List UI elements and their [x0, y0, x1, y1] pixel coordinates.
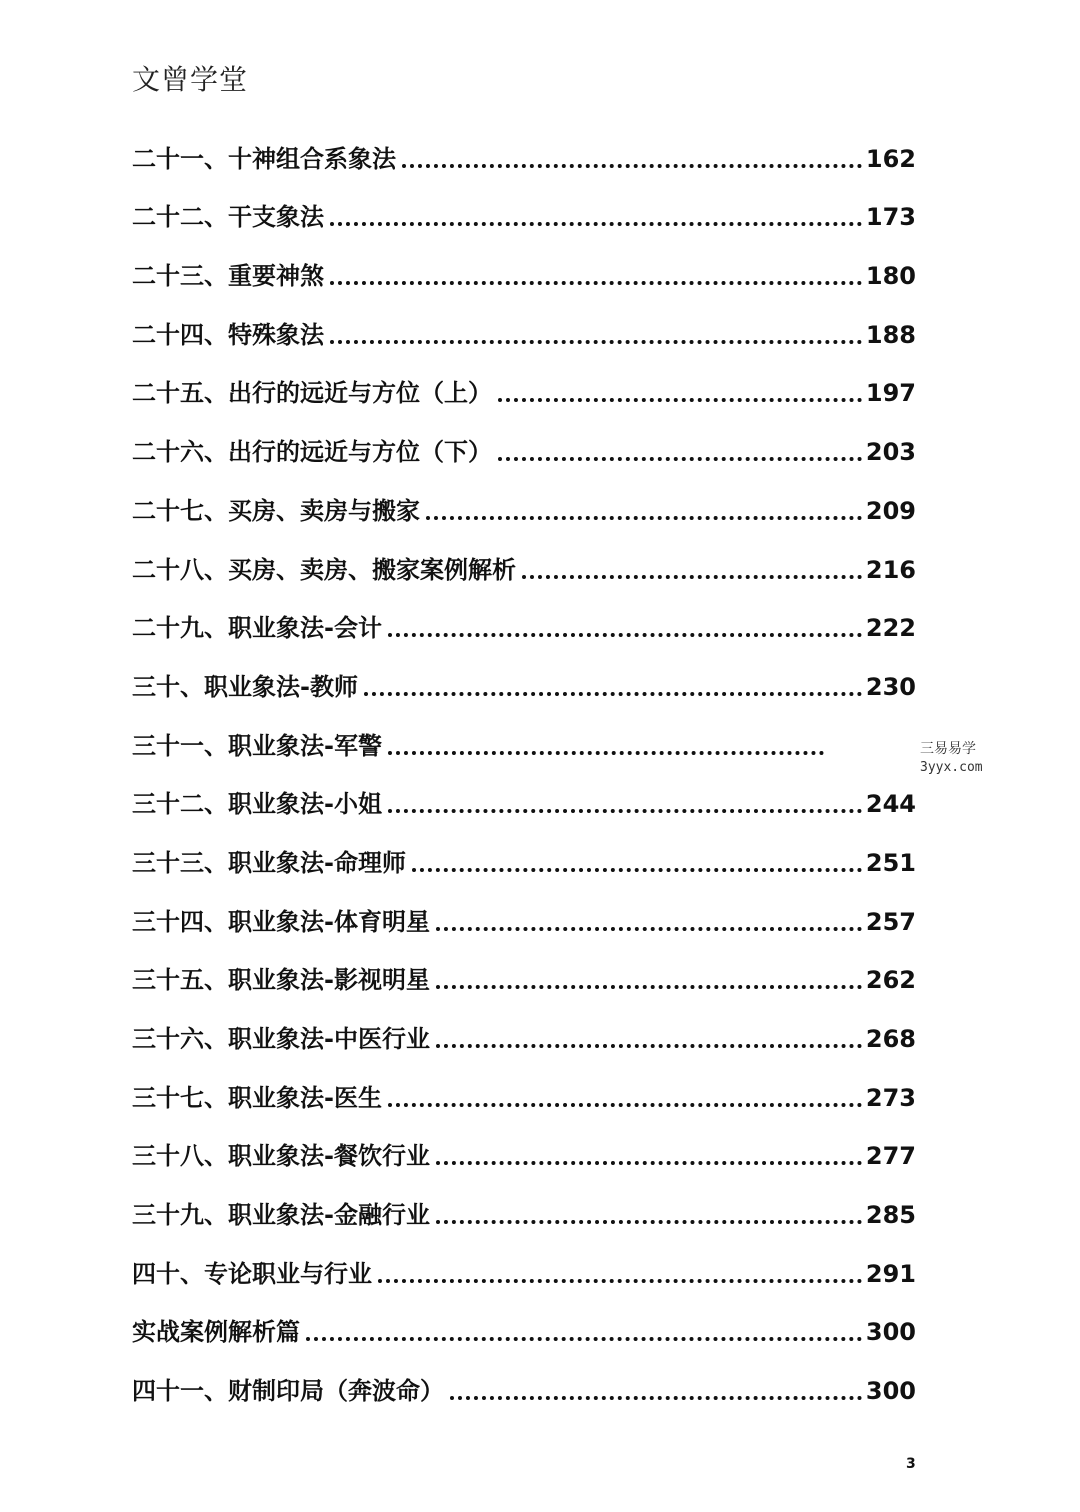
toc-entry-page: 300: [865, 1377, 916, 1406]
toc-entry[interactable]: [132, 1242, 916, 1301]
toc-entry[interactable]: [132, 714, 916, 773]
toc-entry[interactable]: [132, 1359, 916, 1418]
toc-entry-page: 230: [865, 672, 916, 701]
toc-entry-title: 二十八、买房、卖房、搬家案例解析: [132, 555, 516, 584]
toc-entry-title: 三十一、职业象法-军警: [132, 731, 382, 760]
toc-entry-page: 216: [865, 555, 916, 584]
toc-entry-title: 四十一、财制印局（奔波命）: [132, 1377, 444, 1406]
toc-entry[interactable]: [132, 597, 916, 656]
toc-entry[interactable]: [132, 890, 916, 949]
toc-entry-page: 180: [865, 262, 916, 291]
toc-leader-dots: [330, 281, 862, 285]
toc-entry[interactable]: [132, 362, 916, 421]
toc-entry[interactable]: [132, 1125, 916, 1184]
toc-leader-dots: [450, 1396, 862, 1400]
toc-entry-title: 四十、专论职业与行业: [132, 1259, 372, 1288]
toc-leader-dots: [436, 1161, 862, 1165]
toc-leader-dots: [388, 809, 862, 813]
toc-entry-title: 二十三、重要神煞: [132, 262, 324, 291]
toc-leader-dots: [388, 633, 862, 637]
toc-entry-title: 二十六、出行的远近与方位（下）: [132, 438, 492, 467]
toc-entry[interactable]: [132, 1066, 916, 1125]
toc-leader-dots: [522, 575, 862, 579]
toc-entry-title: 三十三、职业象法-命理师: [132, 848, 406, 877]
toc-entry-page: 291: [865, 1259, 916, 1288]
document-header: 文曾学堂: [132, 63, 249, 96]
watermark-overlay: [824, 730, 1080, 780]
toc-entry[interactable]: [132, 1007, 916, 1066]
toc-entry-title: 三十九、职业象法-金融行业: [132, 1201, 430, 1230]
toc-leader-dots: [306, 1337, 862, 1341]
toc-leader-dots: [330, 340, 862, 344]
toc-leader-dots: [436, 985, 862, 989]
toc-leader-dots: [426, 516, 862, 520]
toc-entry[interactable]: [132, 303, 916, 362]
toc-entry-title: 三十、职业象法-教师: [132, 672, 358, 701]
toc-leader-dots: [436, 1220, 862, 1224]
toc-entry-page: 285: [865, 1201, 916, 1230]
toc-leader-dots: [436, 1044, 862, 1048]
toc-leader-dots: [498, 457, 862, 461]
toc-entry[interactable]: [132, 655, 916, 714]
toc-entry-page: 244: [865, 790, 916, 819]
toc-entry-page: 257: [865, 907, 916, 936]
page-number: 3: [906, 1456, 916, 1472]
toc-entry[interactable]: [132, 244, 916, 303]
toc-entry[interactable]: [132, 186, 916, 245]
toc-entry-page: 262: [865, 966, 916, 995]
toc-entry-title: 三十二、职业象法-小姐: [132, 790, 382, 819]
toc-entry[interactable]: [132, 1183, 916, 1242]
toc-entry-page: 188: [865, 320, 916, 349]
toc-leader-dots: [330, 222, 862, 226]
toc-entry-title: 三十七、职业象法-医生: [132, 1083, 382, 1112]
toc-entry-page: 300: [865, 1318, 916, 1347]
toc-entry-page: 162: [865, 144, 916, 173]
toc-entry[interactable]: [132, 127, 916, 186]
toc-entry-page: 222: [865, 614, 916, 643]
toc-entry-page: 268: [865, 1025, 916, 1053]
toc-entry-title: 三十五、职业象法-影视明星: [132, 966, 430, 995]
toc-entry-title: 三十六、职业象法-中医行业: [132, 1025, 430, 1053]
toc-entry-page: 197: [865, 379, 916, 408]
toc-entry-title: 二十九、职业象法-会计: [132, 614, 382, 643]
toc-entry-page: 277: [865, 1142, 916, 1171]
toc-entry-page: 273: [865, 1083, 916, 1112]
toc-entry-page: 209: [865, 496, 916, 525]
toc-entry[interactable]: [132, 949, 916, 1008]
toc-leader-dots: [378, 1279, 862, 1283]
toc-leader-dots: [412, 868, 862, 872]
toc-entry[interactable]: [132, 479, 916, 538]
toc-entry[interactable]: [132, 1301, 916, 1360]
toc-entry-page: 251: [865, 848, 916, 877]
toc-entry-title: 三十四、职业象法-体育明星: [132, 907, 430, 936]
toc-leader-dots: [402, 164, 862, 168]
toc-entry[interactable]: [132, 831, 916, 890]
toc-leader-dots: [436, 927, 862, 931]
watermark-name: 三易易学: [920, 741, 976, 757]
toc-entry-title: 二十七、买房、卖房与搬家: [132, 496, 420, 525]
toc-entry-title: 实战案例解析篇: [132, 1318, 300, 1347]
toc-leader-dots: [388, 1103, 862, 1107]
toc-entry-title: 二十五、出行的远近与方位（上）: [132, 379, 492, 408]
toc-entry[interactable]: [132, 538, 916, 597]
toc-entry-title: 二十二、干支象法: [132, 203, 324, 232]
toc-entry-page: 203: [865, 438, 916, 467]
toc-entry-title: 三十八、职业象法-餐饮行业: [132, 1142, 430, 1171]
toc-entry-title: 二十四、特殊象法: [132, 320, 324, 349]
toc-entry-title: 二十一、十神组合系象法: [132, 144, 396, 173]
toc-leader-dots: [498, 398, 862, 402]
toc-leader-dots: [364, 692, 862, 696]
toc-entry[interactable]: [132, 773, 916, 832]
toc-entry-page: 173: [865, 203, 916, 232]
watermark-url: 3yyx.com: [920, 760, 983, 775]
toc-entry[interactable]: [132, 420, 916, 479]
table-of-contents: [132, 127, 916, 1418]
